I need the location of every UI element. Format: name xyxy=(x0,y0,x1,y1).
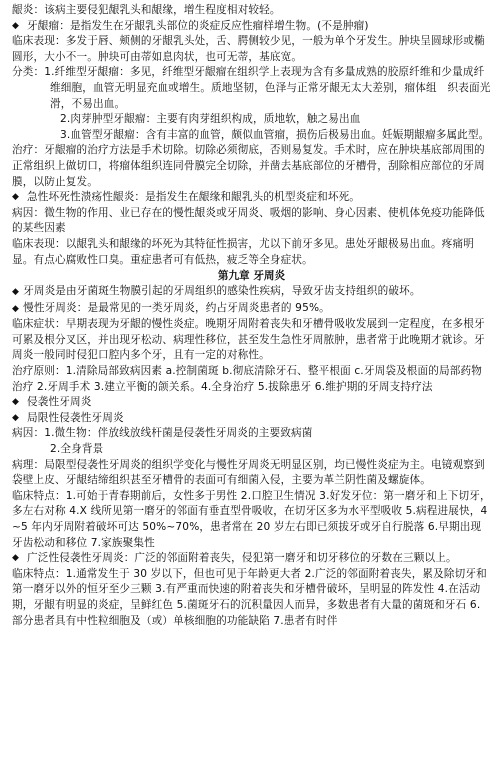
paragraph: 治疗：牙龈瘤的治疗方法是手术切除。切除必须彻底，否则易复发。手术时，应在肿块基底部周围的正常组织上做切口，将瘤体组织连同骨膜完全切除，并凿去基底部位的牙槽骨，刮除相应部位的牙周膜，以防止复发。 xyxy=(12,144,485,188)
bullet-text: 侵袭性牙周炎 xyxy=(27,396,92,409)
paragraph: 病因：1.微生物：伴放线放线杆菌是侵袭性牙周炎的主要致病菌 xyxy=(12,427,313,440)
paragraph: 治疗原则：1.清除局部致病因素 a.控制菌斑 b.彻底清除牙石、整平根面 c.牙周袋及根面的局部药物治疗 2.牙周手术 3.建立平衡的颌关系。4.全身治疗 5.拔除患牙 6.维护期的牙周支持疗法 xyxy=(12,365,483,393)
paragraph: 病因：微生物的作用、业已存在的慢性龈炎或牙周炎、吸烟的影响、身心因素、使机体免疫功能降低的某些因素 xyxy=(12,206,485,235)
paragraph: 临床特点：1.可始于青春期前后，女性多于男性 2.口腔卫生情况 3.好发牙位：第一磨牙和上下切牙，多左右对称 4.X 线所见第一磨牙的邻面有垂直型骨吸收，在切牙区多为水平型吸收 5.病程进展快，4~5 年内牙周附着破坏可达 50%~70%，患者常在 20 岁左右即已须拔牙或牙自行脱落 6.早期出现牙齿松动和移位 7.家族聚集性 xyxy=(12,489,491,549)
paragraph: 病理：局限型侵袭性牙周炎的组织学变化与慢性牙周炎无明显区别，均已慢性炎症为主。电镜观察到袋壁上皮、牙龈结缔组织甚至牙槽骨的表面可有细菌入侵，主要为革兰阴性菌及螺旋体。 xyxy=(12,458,485,487)
chapter-heading: 第九章 牙周炎 xyxy=(217,270,286,283)
bullet-item xyxy=(12,190,491,206)
paragraph: 临床表现：多发于唇、颊侧的牙龈乳头处，舌、腭侧较少见，一般为单个牙发生。肿块呈圆球形或椭圆形，大小不一。肿块可由蒂如息肉状，也可无蒂，基底宽。 xyxy=(12,35,485,63)
paragraph: 龈炎：该病主要侵犯龈乳头和龈缘，增生程度相对较轻。 xyxy=(12,4,281,16)
paragraph: 3.血管型牙龈瘤：含有丰富的血管，颇似血管瘤，损伤后极易出血。妊娠期龈瘤多属此型。 xyxy=(60,128,490,141)
bullet-item xyxy=(12,284,491,301)
diamond-bullet-icon: ◆ xyxy=(12,553,20,564)
paragraph: 临床表现：以龈乳头和龈缘的坏死为其特征性损害，尤以下前牙多见。患处牙龈极易出血。疼痛明显。有点心腐败性口臭。重症患者可有低热，疲乏等全身症状。 xyxy=(12,237,474,266)
paragraph: 分类：1.纤维型牙龈瘤：多见，纤维型牙龈瘤在组织学上表现为含有多量成熟的胶原纤维和少量成纤维细胞，血管无明显充血或增生。质地坚韧，色泽与正常牙龈无太大差别，瘤体组 织表面光滑，不易出血。 xyxy=(12,66,491,110)
diamond-bullet-icon: ◆ xyxy=(12,412,20,423)
paragraph: 临床症状：早期表现为牙龈的慢性炎症。晚期牙周附着丧失和牙槽骨吸收发展到一定程度，在多根牙可累及根分叉区，并出现牙松动、病理性移位，甚至发生急性牙周脓肿，患者常于此晚期才就诊。牙周炎一般同时侵犯口腔内多个牙，且有一定的对称性。 xyxy=(12,318,485,362)
bullet-text: 牙周炎是由牙菌斑生物膜引起的牙周组织的感染性疾病，导致牙齿支持组织的破坏。 xyxy=(23,285,421,298)
bullet-item xyxy=(12,411,491,427)
bullet-text: 慢性牙周炎：是最常见的一类牙周炎，约占牙周炎患者的 95%。 xyxy=(23,301,330,314)
bullet-text: 局限性侵袭性牙周炎 xyxy=(27,411,124,424)
diamond-bullet-icon: ◆ xyxy=(12,397,20,408)
bullet-item xyxy=(12,395,491,411)
paragraph: 2.肉芽肿型牙龈瘤：主要有肉芽组织构成，质地软，触之易出血 xyxy=(60,113,361,126)
bullet-text: 急性坏死性溃疡性龈炎：是指发生在龈缘和龈乳头的机型炎症和坏死。 xyxy=(27,191,361,204)
bullet-item xyxy=(12,19,491,35)
paragraph: 2.全身背景 xyxy=(50,443,104,456)
diamond-bullet-icon: ◆ xyxy=(12,192,20,203)
bullet-text: 牙龈瘤：是指发生在牙龈乳头部位的炎症反应性瘤样增生物。(不是肿瘤) xyxy=(27,19,369,32)
diamond-bullet-icon: ◆ xyxy=(12,20,20,31)
diamond-bullet-icon: ◆ xyxy=(12,303,20,314)
bullet-item xyxy=(12,551,491,567)
bullet-item xyxy=(12,301,491,318)
diamond-bullet-icon: ◆ xyxy=(12,287,20,298)
paragraph: 临床特点：1.通常发生于 30 岁以下，但也可见于年龄更大者 2.广泛的邻面附着丧失，累及除切牙和第一磨牙以外的恒牙至少三颗 3.有严重而快速的附着丧失和牙槽骨破坏，呈明显的阵发性 4.在活动期，牙龈有明显的炎症，呈鲜红色 5.菌斑牙石的沉积量因人而异，多数患者有大量的菌斑和牙石 6.部分患者具有中性粒细胞及（或）单核细胞的功能缺陷 7.患者有时伴 xyxy=(12,567,487,627)
bullet-text: 广泛性侵袭性牙周炎：广泛的邻面附着丧失，侵犯第一磨牙和切牙移位的牙数在三颗以上。 xyxy=(27,552,457,565)
